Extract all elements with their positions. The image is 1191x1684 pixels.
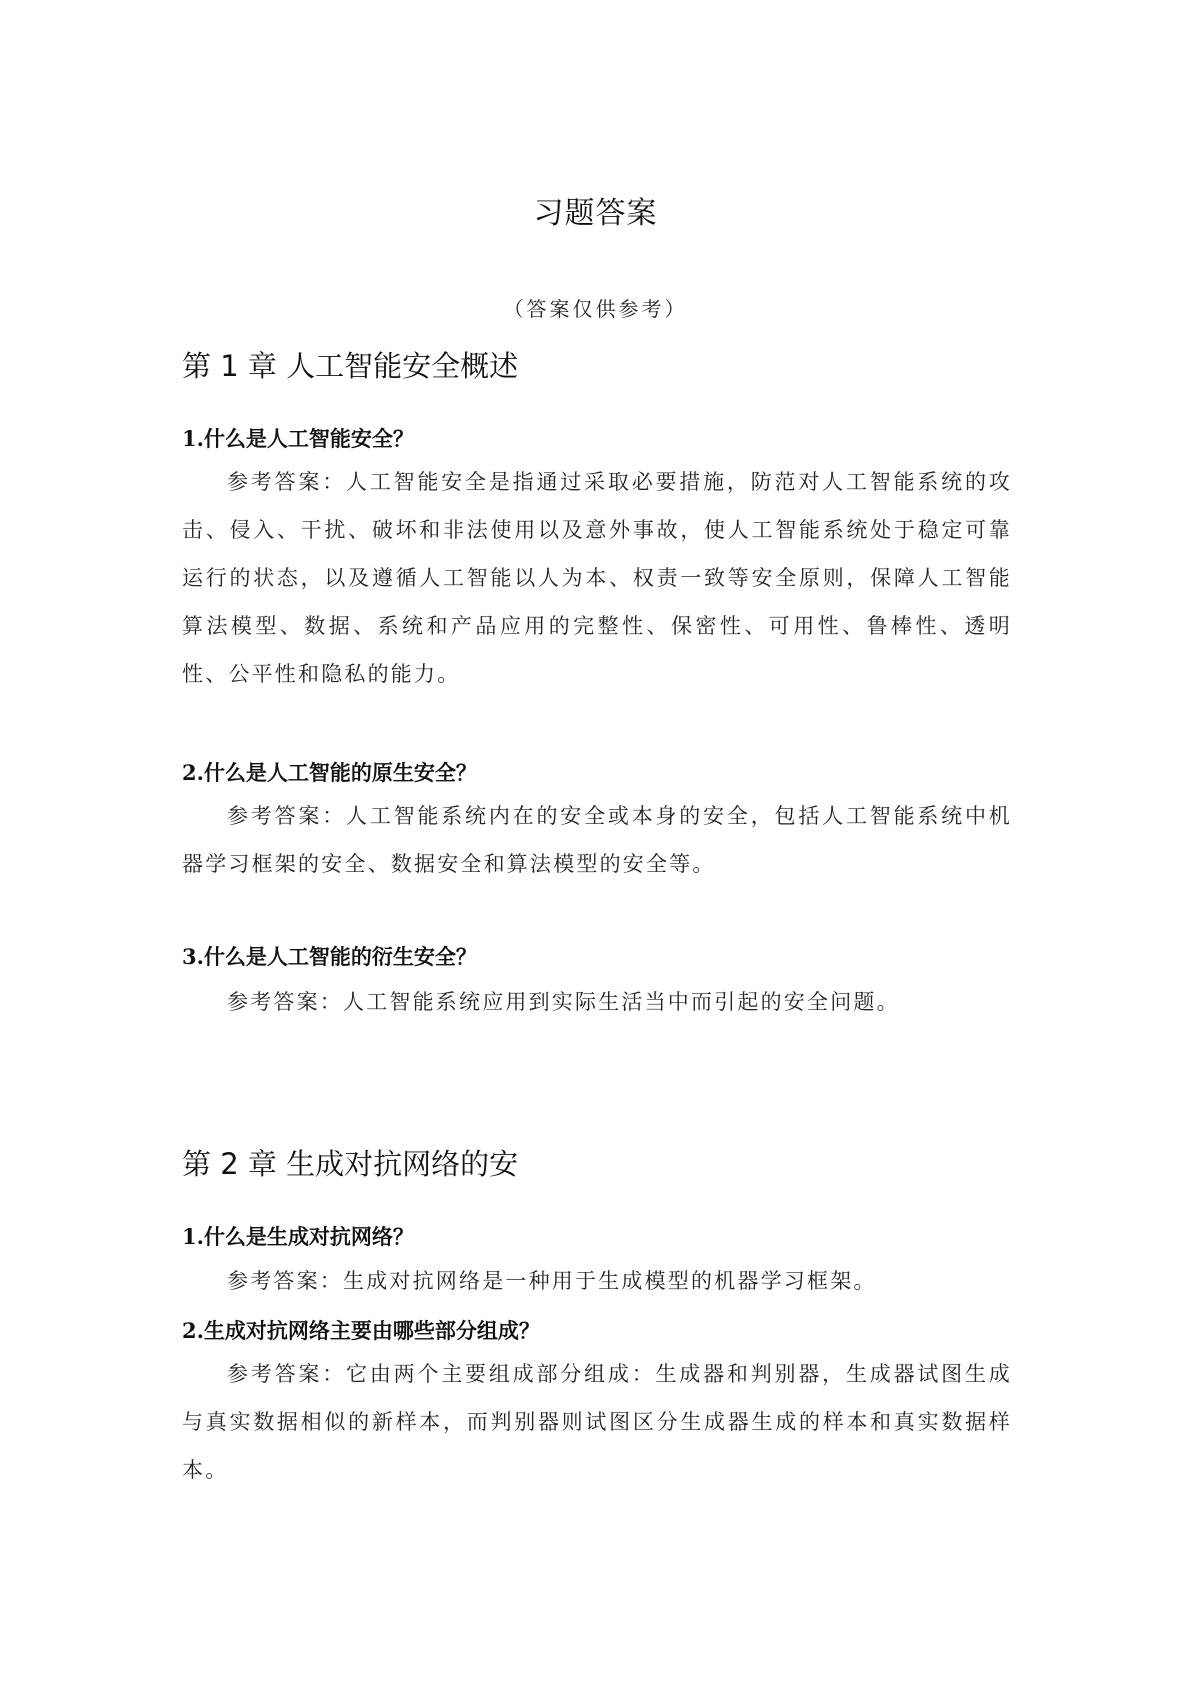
chapter-2-answer-2: 参考答案：它由两个主要组成部分组成：生成器和判别器，生成器试图生成与真实数据相似的新样本，而判别器则试图区分生成器生成的样本和真实数据样本。 [182, 1362, 1012, 1482]
chapter-1-question-3: 3.什么是人工智能的衍生安全？ [182, 944, 477, 969]
chapter-1-question-2: 2.什么是人工智能的原生安全？ [182, 760, 477, 785]
document-subtitle: （答案仅供参考） [503, 297, 688, 321]
chapter-2-question-1: 1.什么是生成对抗网络？ [182, 1224, 414, 1249]
chapter-1-answer-1: 参考答案：人工智能安全是指通过采取必要措施，防范对人工智能系统的攻击、侵入、干扰、破坏和非法使用以及意外事故，使人工智能系统处于稳定可靠运行的状态，以及遵循人工智能以人为本、权责一致等安全原则，保障人工智能算法模型、数据、系统和产品应用的完整性、保密性、可用性、鲁棒性、透明性、公平性和隐私的能力。 [182, 470, 1012, 686]
chapter-1-question-1: 1.什么是人工智能安全？ [182, 426, 414, 451]
chapter-2-answer-1: 参考答案：生成对抗网络是一种用于生成模型的机器学习框架。 [227, 1269, 877, 1293]
chapter-1-heading: 第 1 章 人工智能安全概述 [182, 349, 519, 383]
chapter-2-heading: 第 2 章 生成对抗网络的安 [182, 1147, 519, 1181]
chapter-1-answer-3: 参考答案：人工智能系统应用到实际生活当中而引起的安全问题。 [227, 990, 900, 1014]
document-title: 习题答案 [533, 196, 658, 231]
chapter-2-question-2: 2.生成对抗网络主要由哪些部分组成？ [182, 1318, 540, 1343]
chapter-1-answer-2: 参考答案：人工智能系统内在的安全或本身的安全，包括人工智能系统中机器学习框架的安全、数据安全和算法模型的安全等。 [182, 804, 1012, 876]
